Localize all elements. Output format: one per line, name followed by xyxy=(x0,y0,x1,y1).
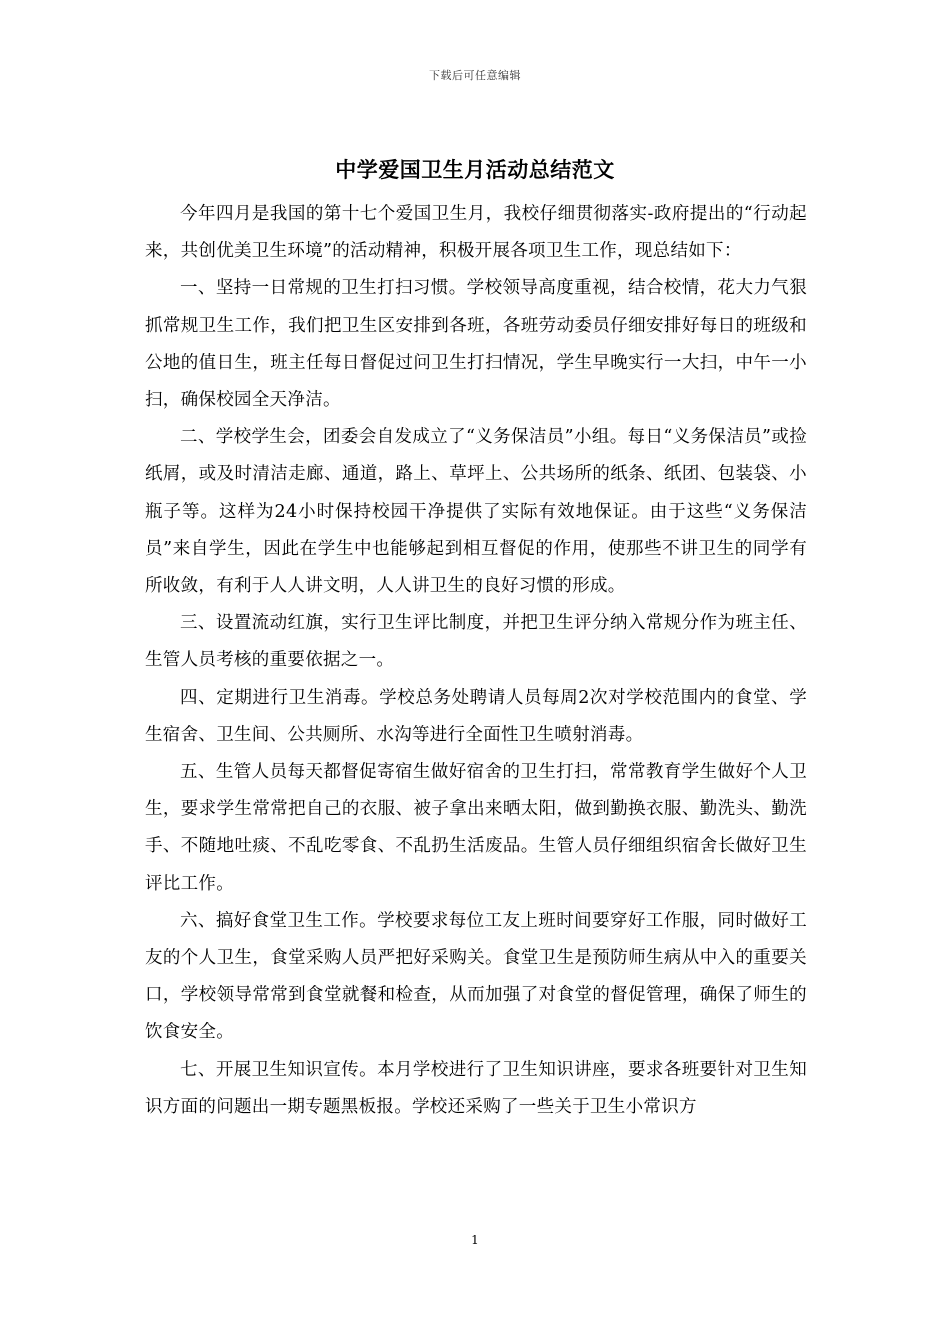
document-body xyxy=(145,196,807,1126)
paragraph-section-2: 二、学校学生会，团委会自发成立了“义务保洁员”小组。每日“义务保洁员”或捡纸屑，或及时清洁走廊、通道，路上、草坪上、公共场所的纸条、纸团、包装袋、小瓶子等。这样为24小时保持校园干净提供了实际有效地保证。由于这些“义务保洁员”来自学生，因此在学生中也能够起到相互督促的作用，使那些不讲卫生的同学有所收敛，有利于人人讲文明，人人讲卫生的良好习惯的形成。 xyxy=(145,427,807,597)
paragraph-section-4: 四、定期进行卫生消毒。学校总务处聘请人员每周2次对学校范围内的食堂、学生宿舍、卫生间、公共厕所、水沟等进行全面性卫生喷射消毒。 xyxy=(145,687,807,745)
paragraph-section-3: 三、设置流动红旗，实行卫生评比制度，并把卫生评分纳入常规分作为班主任、生管人员考核的重要依据之一。 xyxy=(145,613,807,671)
paragraph-section-5: 五、生管人员每天都督促寄宿生做好宿舍的卫生打扫，常常教育学生做好个人卫生，要求学生常常把自己的衣服、被子拿出来晒太阳，做到勤换衣服、勤洗头、勤洗手、不随地吐痰、不乱吃零食、不乱扔生活废品。生管人员仔细组织宿舍长做好卫生评比工作。 xyxy=(145,762,807,894)
paragraph-section-1: 一、坚持一日常规的卫生打扫习惯。学校领导高度重视，结合校情，花大力气狠抓常规卫生工作，我们把卫生区安排到各班，各班劳动委员仔细安排好每日的班级和公地的值日生，班主任每日督促过问卫生打扫情况，学生早晚实行一大扫，中午一小扫，确保校园全天净洁。 xyxy=(145,278,807,411)
header-note: 下载后可任意编辑 xyxy=(429,69,521,82)
paragraph-section-7: 七、开展卫生知识宣传。本月学校进行了卫生知识讲座，要求各班要针对卫生知识方面的问题出一期专题黑板报。学校还采购了一些关于卫生小常识方 xyxy=(145,1059,807,1117)
paragraph-section-6: 六、搞好食堂卫生工作。学校要求每位工友上班时间要穿好工作服，同时做好工友的个人卫生，食堂采购人员严把好采购关。食堂卫生是预防师生病从中入的重要关口，学校领导常常到食堂就餐和检查，从而加强了对食堂的督促管理，确保了师生的饮食安全。 xyxy=(145,910,807,1043)
page-number: 1 xyxy=(471,1233,479,1247)
paragraph-intro: 今年四月是我国的第十七个爱国卫生月，我校仔细贯彻落实-政府提出的“行动起来，共创优美卫生环境”的活动精神，积极开展各项卫生工作，现总结如下： xyxy=(145,204,807,262)
document-title: 中学爱国卫生月活动总结范文 xyxy=(335,157,615,182)
